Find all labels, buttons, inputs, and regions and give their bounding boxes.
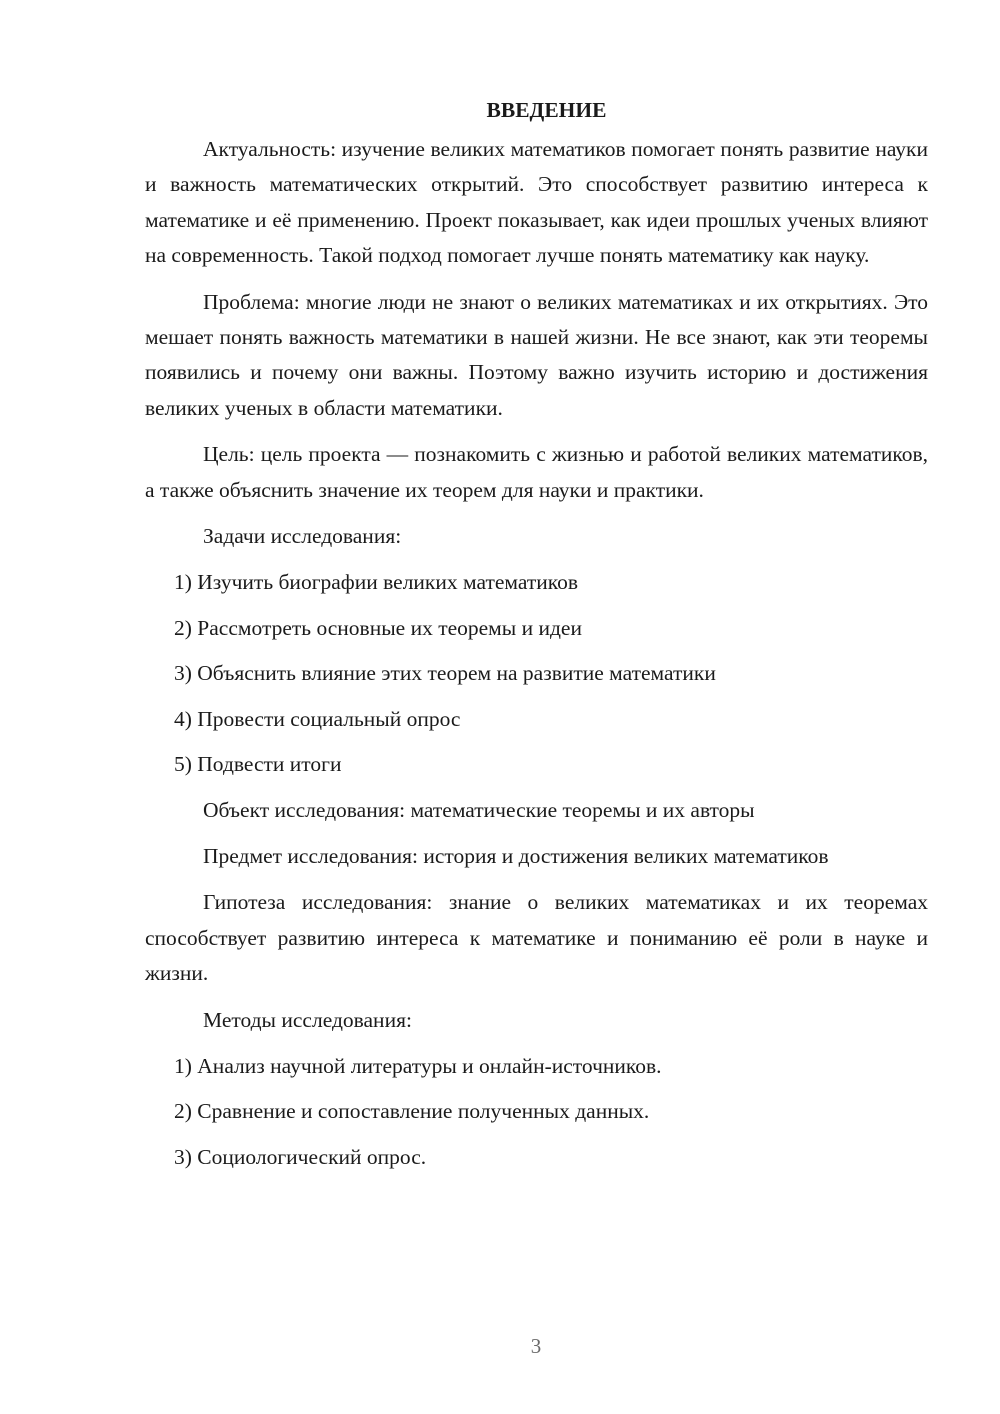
tasks-heading: Задачи исследования: — [203, 524, 402, 549]
hypothesis-paragraph: Гипотеза исследования: знание о великих математиках и их теоремах способствует развитию интереса к математике и пониманию её роли в науке и жизни. — [145, 890, 928, 986]
task-item: 4) Провести социальный опрос — [174, 706, 461, 731]
methods-heading: Методы исследования: — [203, 1007, 412, 1032]
tasks-list — [145, 565, 928, 782]
task-item: 1) Изучить биографии великих математиков — [174, 570, 578, 595]
goal-paragraph: Цель: цель проекта — познакомить с жизнью и работой великих математиков, а также объяснить значение их теорем для науки и практики. — [145, 442, 928, 502]
subject-paragraph: Предмет исследования: история и достижения великих математиков — [203, 843, 829, 868]
task-item: 2) Рассмотреть основные их теоремы и идеи — [174, 615, 582, 640]
task-item: 5) Подвести итоги — [174, 752, 342, 777]
page-content — [145, 92, 928, 1185]
problem-paragraph: Проблема: многие люди не знают о великих математиках и их открытиях. Это мешает понять важность математики в нашей жизни. Не все знают, как эти теоремы появились и почему они важны. Поэтому важно изучить историю и достижения великих ученых в области математики. — [145, 289, 928, 420]
method-item: 2) Сравнение и сопоставление полученных данных. — [174, 1099, 650, 1124]
page-number: 3 — [530, 1334, 542, 1358]
method-item: 1) Анализ научной литературы и онлайн-источников. — [174, 1053, 662, 1078]
object-paragraph: Объект исследования: математические теоремы и их авторы — [203, 797, 755, 822]
method-item: 3) Социологический опрос. — [174, 1144, 427, 1169]
relevance-paragraph: Актуальность: изучение великих математиков помогает понять развитие науки и важность математических открытий. Это способствует развитию интереса к математике и её применению. Проект показывает, как идеи прошлых ученых влияют на современность. Такой подход помогает лучше понять математику как науку. — [145, 137, 928, 268]
task-item: 3) Объяснить влияние этих теорем на развитие математики — [174, 661, 716, 686]
methods-list — [145, 1049, 928, 1175]
section-heading: ВВЕДЕНИЕ — [486, 98, 607, 122]
